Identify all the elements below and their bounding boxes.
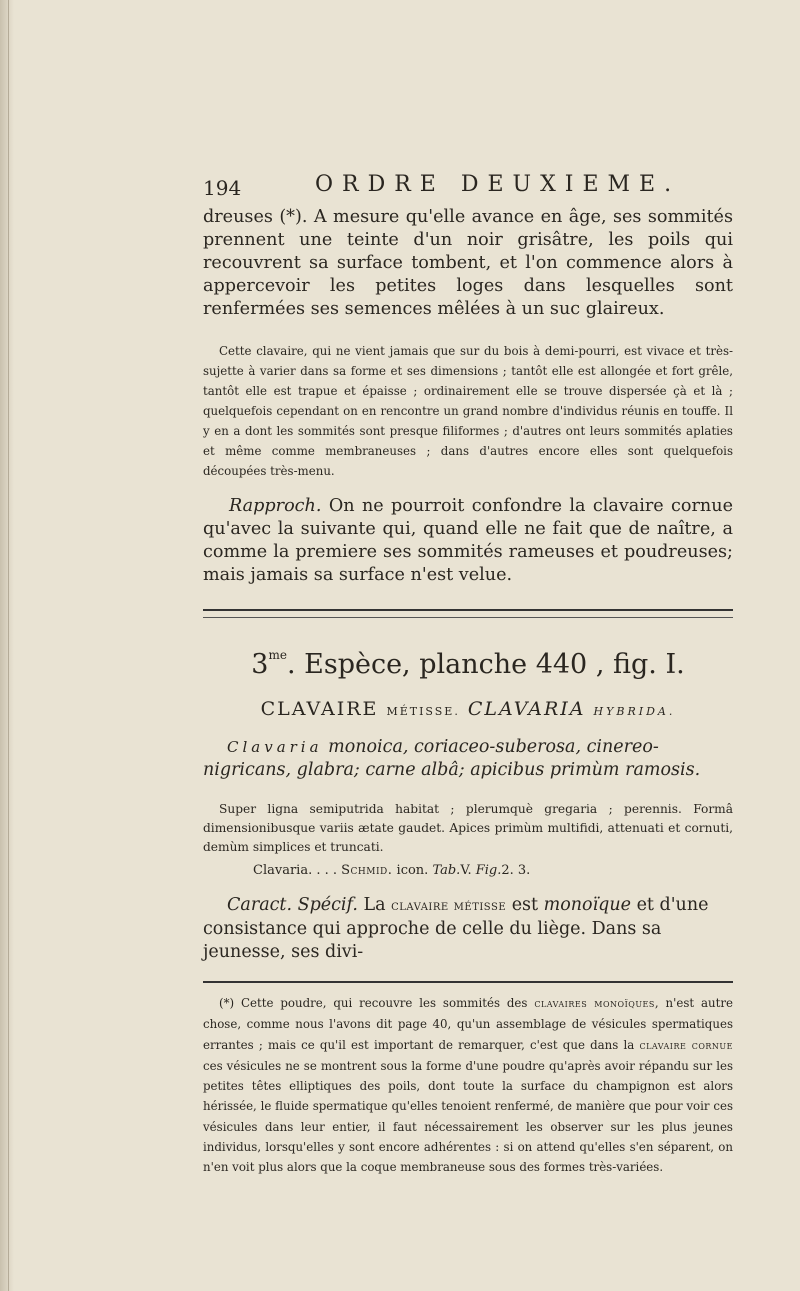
footnote-text-2: , n'est autre chose, comme nous l'avons dit page 40, qu'un assemblage de vésicules spermatiques errantes ; mais ce qu'il est important de remarquer, c'est que dans la [203,996,733,1052]
caract-text-1: La [357,894,392,915]
page-content [203,170,733,1189]
species-heading-text: . Espèce, planche 440 , fig. I. [286,649,685,680]
latin-description: Super ligna semiputrida habitat ; plerumquè gregaria ; perennis. Formâ dimensionibusque variis ætate gaudet. Apices primùm multifidi, attenuati et cornuti, demùm simplices et truncati. [203,801,733,854]
caract-label: Caract. Spécif. [227,894,358,915]
page-number: 194 [203,176,242,200]
ref-fig-num: 2. 3. [501,862,531,878]
caract-text-2: est [506,894,544,915]
ref-tab: Tab. [432,862,461,878]
footnote-text-1: (*) Cette poudre, qui recouvre les sommités des [219,996,535,1010]
species-number-sup: me [268,648,287,662]
footnote-sc-1: clavaires monoïques [534,997,655,1010]
footnote-divider [203,981,733,983]
latin-diagnosis [203,736,733,782]
species-heading [203,638,733,682]
ref-icon: icon. [392,862,433,878]
rapproch-label: Rapproch. [229,496,322,516]
ref-fig: Fig. [475,862,502,878]
paragraph-rapprochement [203,495,733,587]
rapproch-text: On ne pourroit confondre la clavaire cornue qu'avec la suivante qui, quand elle ne fait que de naître, a comme la premiere ses sommités rameuses et poudreuses; mais jamais sa surface n'est velue. [203,496,733,585]
ref-genus: Clavaria. . . . [253,862,337,878]
latin-epithet: HYBRIDA. [593,705,676,718]
french-name: CLAVAIRE [260,698,379,720]
ref-author: Schmid. [341,862,393,878]
page-edge-line [8,0,9,1291]
caract-monoique: monoïque [543,894,632,915]
diagnosis-genus: Clavaria [227,738,323,756]
latin-name: CLAVARIA [467,698,586,720]
footnote-sc-2: clavaire cornue [639,1038,733,1052]
caract-species-name: clavaire métisse [391,897,507,914]
footnote-text-3: ces vésicules ne se montrent sous la forme d'une poudre qu'après avoir répandu sur les petites têtes elliptiques des poils, dont toute la surface du champignon est alors hérissée, le fluide spermatique qu'elles tenoient renfermé, de manière que pour voir ces vésicules dans leur entier, il faut nécessairement les observer sur les plus jeunes individus, lorsqu'elles y sont encore adhérentes : si on attend qu'elles s'en séparent, on n'en voit plus alors que la coque membraneuse sous des formes très-variées. [203,1058,733,1175]
page-binding-edge [0,0,14,1291]
french-epithet: MÉTISSE. [386,705,460,718]
bibliographic-reference [203,861,733,881]
species-number: 3 [251,649,269,680]
section-divider [203,609,733,618]
diagnosis-text: monoica, coriaceo-suberosa, cinereo-nigricans, glabra; carne albâ; apicibus primùm ramosis. [203,737,701,780]
paragraph-continuation: dreuses (*). A mesure qu'elle avance en âge, ses sommités prennent une teinte d'un noir grisâtre, les poils qui recouvrent sa surface tombent, et l'on commence alors à appercevoir les petites loges dans lesquelles sont renfermées ses semences mêlées à un suc glaireux. [203,207,733,319]
page-header [203,170,733,206]
paragraph-caract [203,894,733,964]
caract-text-3: et d'une consistance qui approche de celle du liège. Dans sa jeunesse, ses divi- [203,894,709,962]
paragraph-description: Cette clavaire, qui ne vient jamais que sur du bois à demi-pourri, est vivace et très-sujette à varier dans sa forme et ses dimensions ; tantôt elle est allongée et fort grêle, tantôt elle est trapue et épaisse ; ordinairement elle se trouve dispersée çà et là ; quelquefois cependant on en rencontre un grand nombre d'individus réunis en touffe. Il y en a dont les sommités sont presque filiformes ; d'autres ont leurs sommités aplaties et même comme membraneuses ; dans d'autres encore elles sont quelquefois découpées très-menu. [203,344,733,478]
footnote [203,993,733,1178]
species-name-line [203,698,733,720]
running-title: ORDRE DEUXIEME. [315,172,681,197]
ref-tab-num: V. [460,862,476,878]
